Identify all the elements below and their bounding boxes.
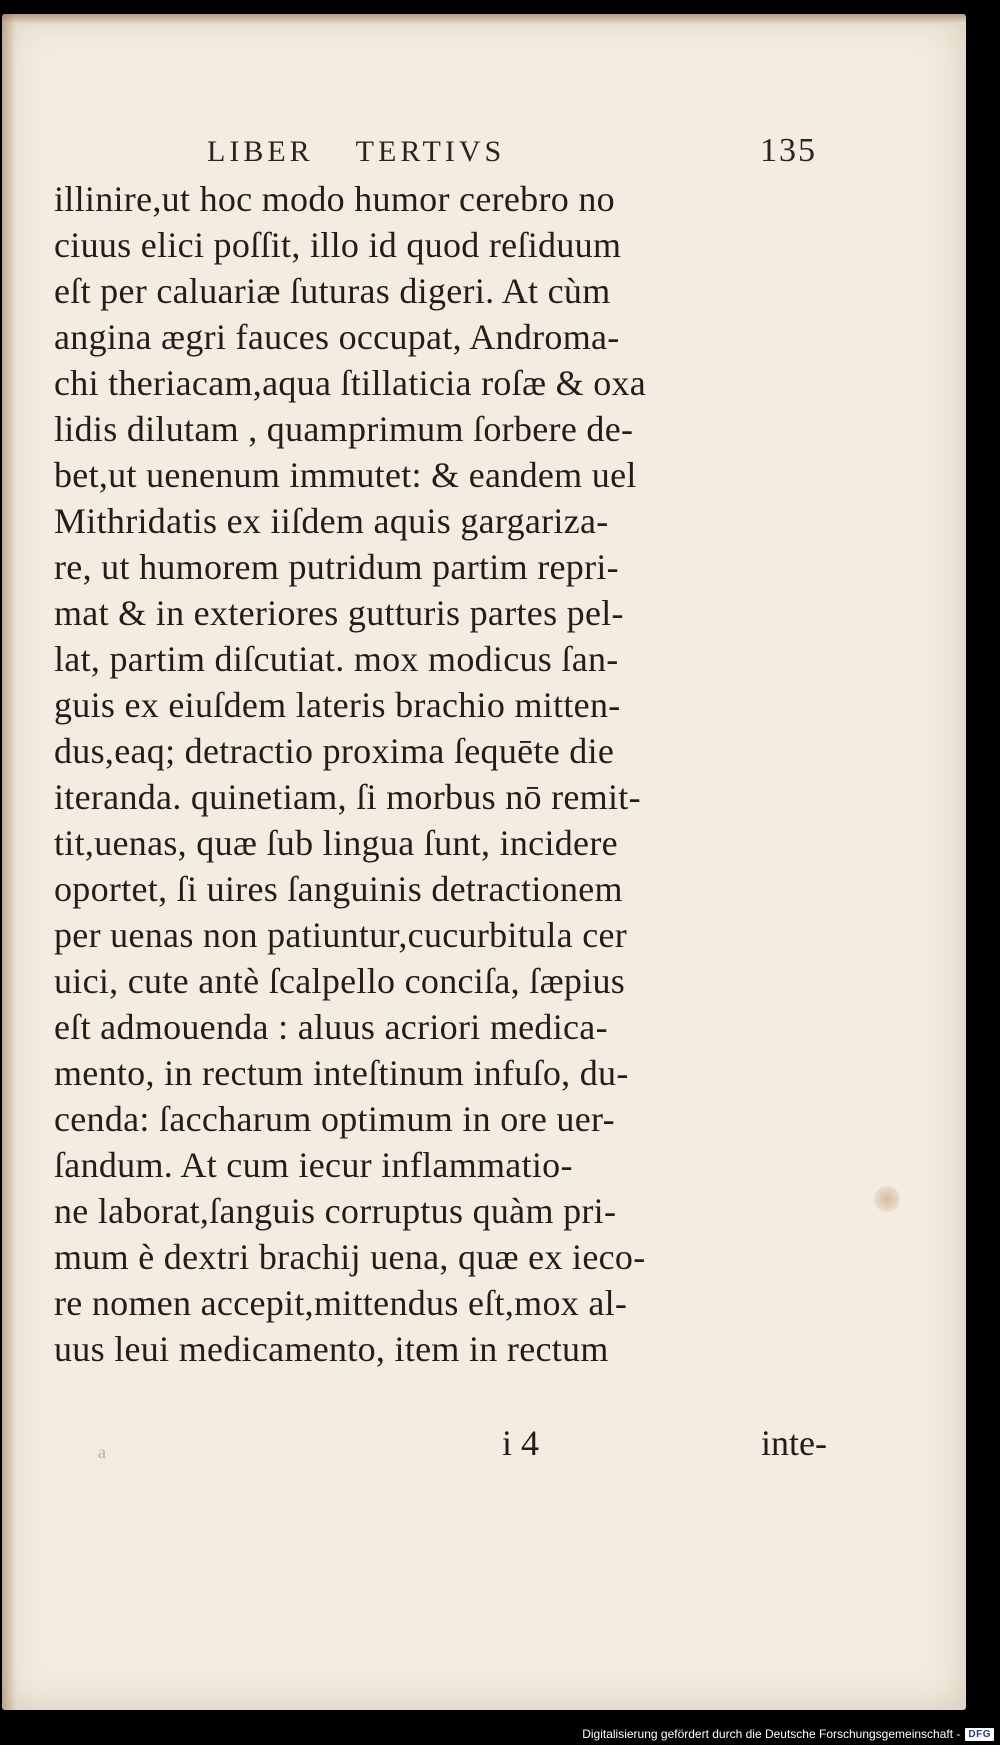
running-head <box>207 132 817 170</box>
text-line: guis ex eiuſdem lateris brachio mitten- <box>54 685 621 725</box>
text-line: mum è dextri brachij uena, quæ ex ieco- <box>54 1237 646 1277</box>
folio-number: 135 <box>760 132 817 169</box>
text-line: lat, partim diſcutiat. mox modicus ſan- <box>54 639 619 679</box>
catchword: inte- <box>761 1423 827 1463</box>
paper-stain <box>874 1186 900 1212</box>
running-head-word-tertius: TERTIVS <box>355 135 506 168</box>
text-line: uus leui medicamento, item in rectum <box>54 1329 609 1369</box>
text-line: mento, in rectum inteſtinum infuſo, du- <box>54 1053 629 1093</box>
text-line: re, ut humorem putridum partim repri- <box>54 547 619 587</box>
faint-mark: a <box>98 1442 112 1462</box>
text-line: oportet, ſi uires ſanguinis detractionem <box>54 869 623 909</box>
text-line: angina ægri fauces occupat, Androma- <box>54 317 620 357</box>
book-page <box>2 14 966 1710</box>
text-line: ſandum. At cum iecur inflammatio- <box>54 1145 573 1185</box>
text-line: ciuus elici poſſit, illo id quod reſiduum <box>54 225 622 265</box>
digitization-footer <box>582 1727 994 1741</box>
text-line: dus,eaq; detractio proxima ſequēte die <box>54 731 615 771</box>
signature-mark: i 4 <box>502 1423 540 1463</box>
dfg-logo: DFG <box>965 1728 994 1741</box>
text-line: ne laborat,ſanguis corruptus quàm pri- <box>54 1191 617 1231</box>
text-line: bet,ut uenenum immutet: & eandem uel <box>54 455 637 495</box>
text-line: illinire,ut hoc modo humor cerebro no <box>54 179 615 219</box>
text-line: re nomen accepit,mittendus eſt,mox al- <box>54 1283 628 1323</box>
gutter-shadow <box>2 14 16 1710</box>
text-line: eſt admouenda : aluus acriori medica- <box>54 1007 608 1047</box>
footer-credit: Digitalisierung gefördert durch die Deutsche Forschungsgemeinschaft - <box>582 1727 961 1741</box>
text-line: per uenas non patiuntur,cucurbitula cer <box>54 915 628 955</box>
signature-line <box>502 1422 827 1464</box>
text-line: uici, cute antè ſcalpello conciſa, ſæpius <box>54 961 626 1001</box>
text-line: tit,uenas, quæ ſub lingua ſunt, incidere <box>54 823 618 863</box>
body-text <box>54 176 834 1372</box>
text-line: Mithridatis ex iiſdem aquis gargariza- <box>54 501 609 541</box>
running-head-title <box>207 135 547 169</box>
text-line: mat & in exteriores gutturis partes pel- <box>54 593 624 633</box>
running-head-word-liber: LIBER <box>207 135 314 168</box>
text-line: lidis dilutam , quamprimum ſorbere de- <box>54 409 634 449</box>
text-line: chi theriacam,aqua ſtillaticia roſæ & oxa <box>54 363 647 403</box>
text-line: eſt per caluariæ ſuturas digeri. At cùm <box>54 271 611 311</box>
page-top-edge <box>2 14 966 24</box>
text-line: cenda: ſaccharum optimum in ore uer- <box>54 1099 615 1139</box>
text-line: iteranda. quinetiam, ſi morbus nō remit- <box>54 777 641 817</box>
